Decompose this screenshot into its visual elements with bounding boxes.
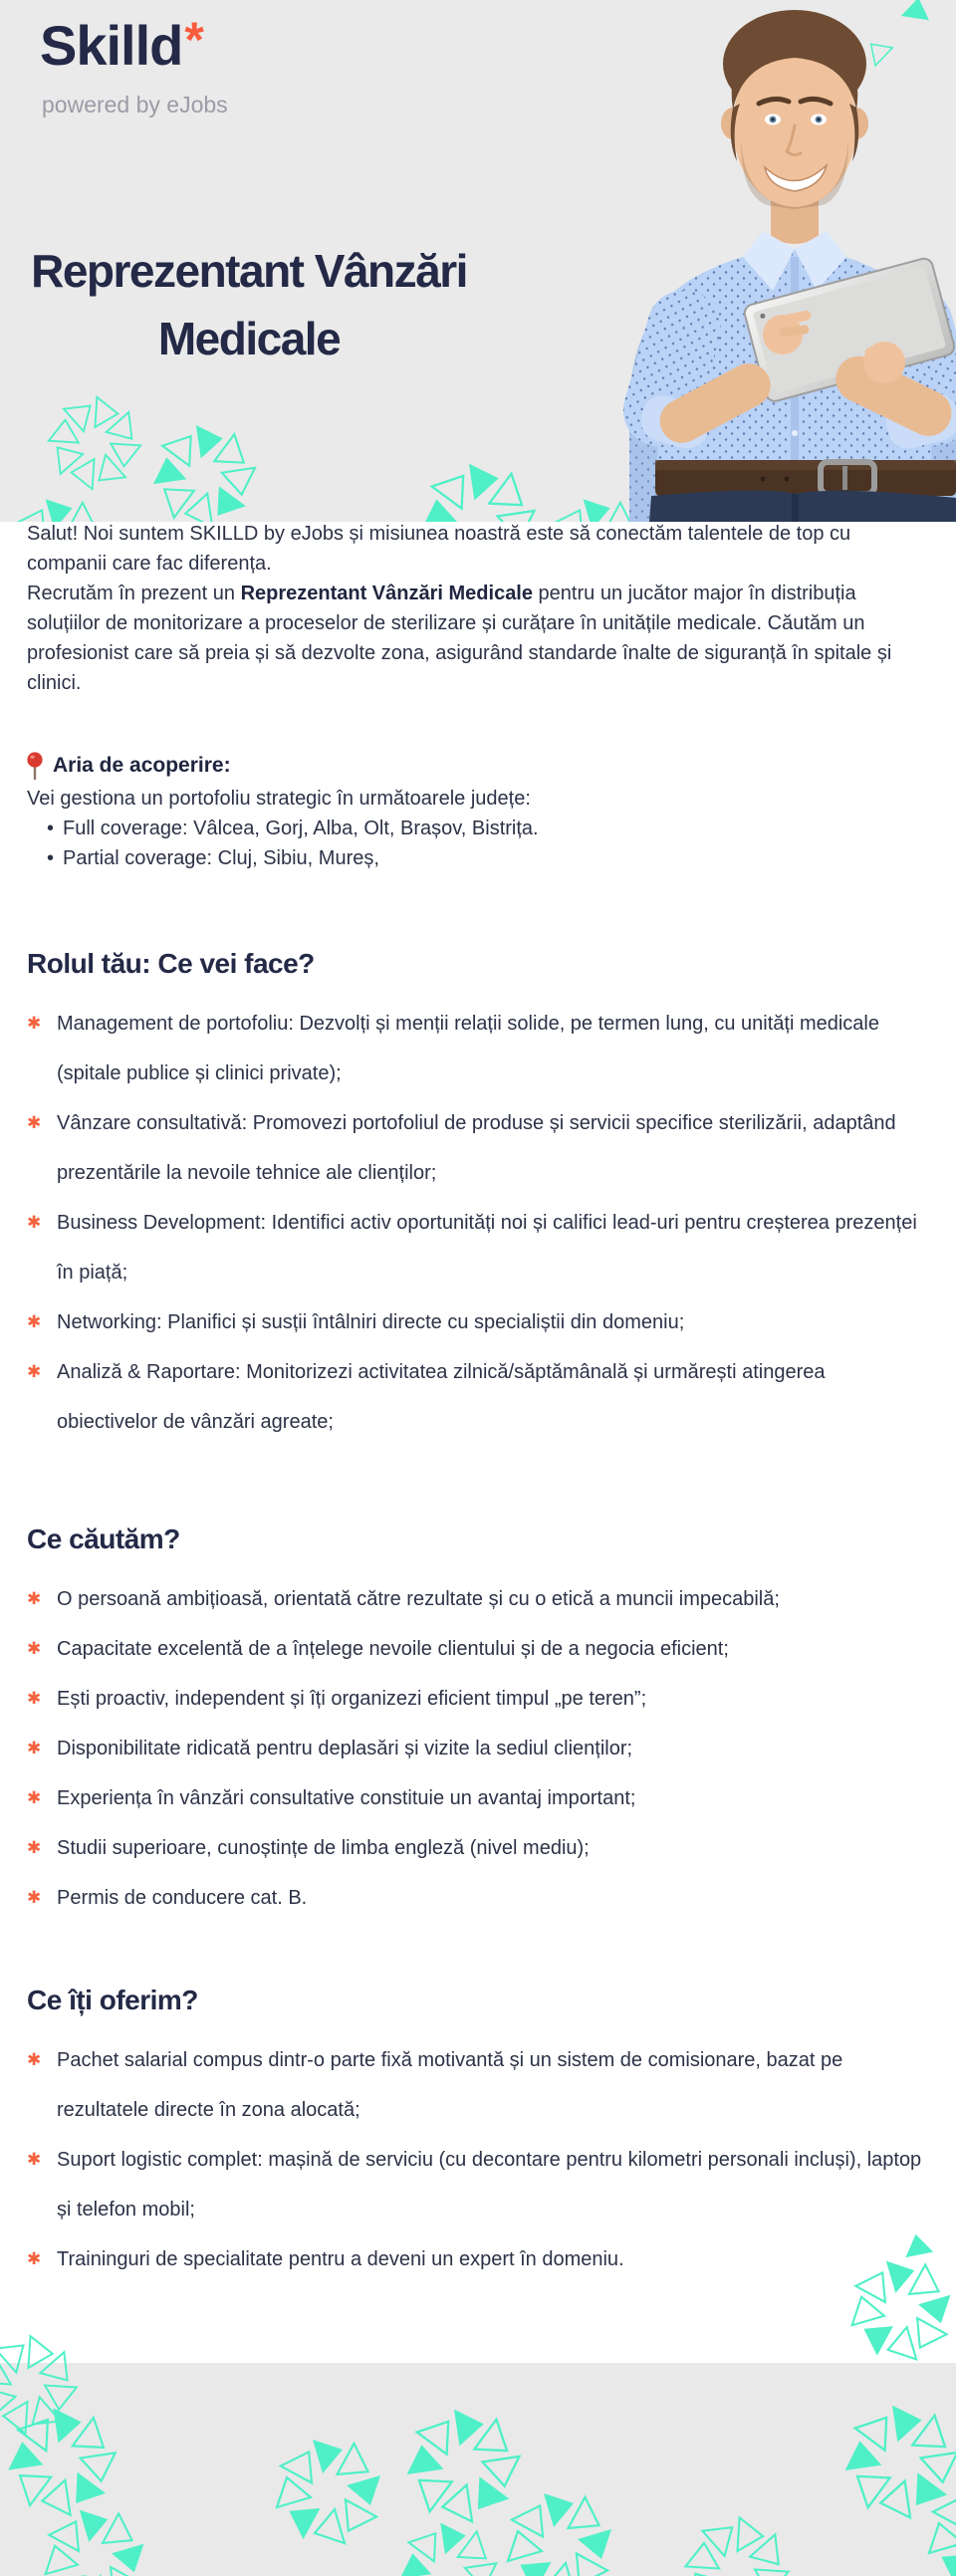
bullet-marker-icon: ✱ [27,1589,42,1608]
logo-asterisk-icon: * [184,12,204,68]
bullet-item [27,1674,931,1724]
bullet-item [27,2234,931,2284]
bullet-item [27,1724,931,1773]
section-heading: Ce căutăm? [27,1523,180,1554]
bullet-marker-icon: ✱ [27,2249,42,2268]
bullet-marker-icon: ✱ [27,1014,42,1033]
bullet-marker-icon: • [47,847,55,869]
bullet-text: Suport logistic complet: mașină de serviciu (cu decontare pentru kilometri personali incluși), laptop și telefon mobil; [57,2149,922,2221]
job-title-line2: Medicale [157,313,341,364]
bullet-text: Permis de conducere cat. B. [57,1887,308,1909]
bullet-marker-icon: ✱ [27,1213,42,1232]
bullet-marker-icon: ✱ [27,1113,42,1132]
hero-banner [0,0,956,522]
bullet-marker-icon: ✱ [27,1362,42,1381]
bullet-marker-icon: ✱ [27,1838,42,1857]
bullet-marker-icon: ✱ [27,1788,42,1807]
bullet-item [47,814,931,843]
bullet-item [27,1098,931,1198]
section-heading: Rolul tău: Ce vei face? [27,948,315,979]
round-pushpin-icon [27,751,43,781]
bullet-text: Management de portofoliu: Dezvolți și menții relații solide, pe termen lung, cu unități medicale (spitale publice și clinici private); [57,1013,879,1084]
bullet-text: Full coverage: Vâlcea, Gorj, Alba, Olt, Brașov, Bistrița. [63,818,539,839]
bullet-text: Business Development: Identifici activ oportunități noi și califici lead-uri pentru creșterea prezenței în piață; [57,1212,917,1284]
bullet-text: Experiența în vânzări consultative constituie un avantaj important; [57,1787,636,1809]
bullet-text: O persoană ambițioasă, orientată către rezultate și cu o etică a muncii impecabilă; [57,1588,780,1610]
bullet-marker-icon: ✱ [27,1639,42,1658]
bullet-item [27,1297,931,1347]
coverage-intro: Vei gestiona un portofoliu strategic în următoarele județe: [27,788,531,810]
intro-paragraphs [27,519,931,698]
bullet-text: Studii superioare, cunoștințe de limba engleză (nivel mediu); [57,1837,590,1859]
bullet-item [27,999,931,1098]
bullet-item [27,1347,931,1447]
hero-person-photo [538,0,956,522]
bullet-text: Traininguri de specialitate pentru a deveni un expert în domeniu. [57,2248,624,2270]
bullet-item [27,1773,931,1823]
intro-p2-suffix: pentru un jucător major în distribuția soluțiilor de monitorizare a proceselor de sterilizare și curățare în unitățile medicale. Căutăm un profesionist care să preia și să dezvolte zona, asigurând standarde înalte de siguranță în spitale și clinici. [27,583,892,694]
logo-tagline: powered by eJobs [42,92,228,117]
bullet-item [27,2135,931,2234]
bullet-text: Ești proactiv, independent și îți organizezi eficient timpul „pe teren”; [57,1688,647,1710]
coverage-heading-row [27,750,931,782]
bullet-marker-icon: ✱ [27,1888,42,1907]
skilld-logo [40,12,204,77]
intro-paragraph-1: Salut! Noi suntem SKILLD by eJobs și misiunea noastră este să conectăm talentele de top cu companii care fac diferența. [27,523,851,575]
bullet-marker-icon: • [47,818,55,839]
coverage-area-block [27,750,931,873]
section-bullet-list [27,2035,931,2284]
section-bullet-list [27,1574,931,1923]
bullet-marker-icon: ✱ [27,1689,42,1708]
bullet-text: Disponibilitate ridicată pentru deplasări și vizite la sediul clienților; [57,1738,633,1759]
intro-paragraph-2 [27,579,931,698]
bullet-marker-icon: ✱ [27,1312,42,1331]
job-title [22,237,476,372]
bullet-text: Vânzare consultativă: Promovezi portofoliul de produse și servicii specifice sterilizării, adaptând prezentările la nevoile tehnice ale clienților; [57,1112,896,1184]
bullet-item [27,1873,931,1923]
intro-p2-prefix: Recrutăm în prezent un [27,583,241,604]
bullet-text: Pachet salarial compus dintr-o parte fixă motivantă și un sistem de comisionare, bazat pe rezultatele directe în zona alocată; [57,2049,843,2121]
bullet-text: Partial coverage: Cluj, Sibiu, Mureș, [63,847,379,869]
bullet-item [27,2035,931,2135]
bullet-item [47,843,931,873]
intro-p2-bold-role: Reprezentant Vânzări Medicale [240,583,533,604]
footer-band [0,2363,956,2576]
job-title-line1: Reprezentant Vânzări [31,245,467,297]
bullet-item [27,1198,931,1297]
coverage-heading: Aria de acoperire: [53,754,231,777]
section-heading: Ce îți oferim? [27,1985,198,2015]
bullet-marker-icon: ✱ [27,2150,42,2169]
section-role [27,946,931,1447]
bullet-marker-icon: ✱ [27,1739,42,1757]
bullet-item [27,1624,931,1674]
logo-wordmark: Skilld [40,14,183,77]
bullet-item [27,1574,931,1624]
bullet-marker-icon: ✱ [27,2050,42,2069]
section-requirements [27,1522,931,1923]
section-benefits [27,1983,931,2284]
bullet-text: Analiză & Raportare: Monitorizezi activitatea zilnică/săptămânală și urmărești atingerea obiectivelor de vânzări agreate; [57,1361,826,1433]
bullet-text: Capacitate excelentă de a înțelege nevoile clientului și de a negocia eficient; [57,1638,729,1660]
bullet-item [27,1823,931,1873]
section-bullet-list [27,999,931,1447]
bullet-text: Networking: Planifici și susții întâlniri directe cu specialiștii din domeniu; [57,1311,685,1333]
coverage-list [27,814,931,873]
